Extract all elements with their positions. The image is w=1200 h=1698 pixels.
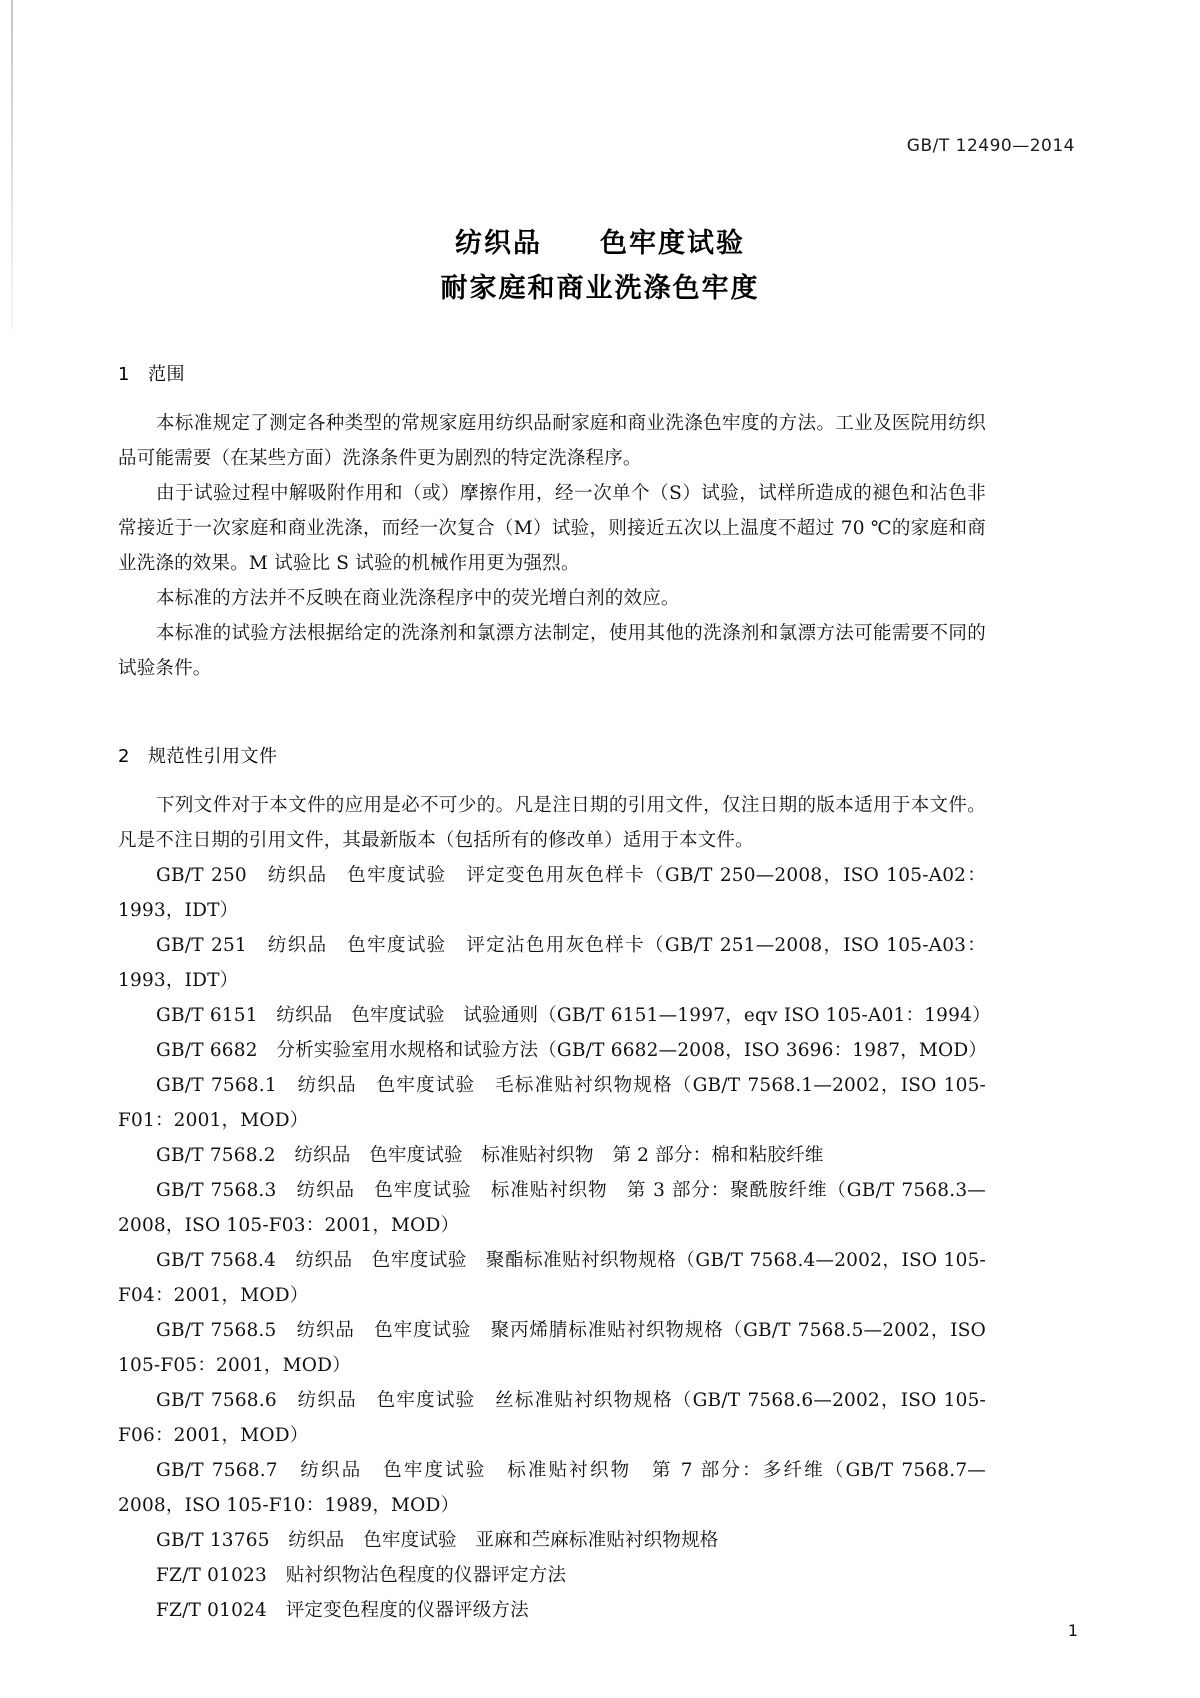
section-title-1: 范围	[148, 364, 185, 385]
section-2-paragraph-1: 下列文件对于本文件的应用是必不可少的。凡是注日期的引用文件，仅注日期的版本适用于本文件。凡是不注日期的引用文件，其最新版本（包括所有的修改单）适用于本文件。	[118, 795, 986, 851]
reference-item: GB/T 7568.7 纺织品 色牢度试验 标准贴衬织物 第 7 部分：多纤维（GB/T 7568.7—2008，ISO 105-F10：1989，MOD）	[118, 1460, 986, 1516]
reference-item: GB/T 7568.4 纺织品 色牢度试验 聚酯标准贴衬织物规格（GB/T 7568.4—2002，ISO 105-F04：2001，MOD）	[118, 1250, 986, 1306]
section-number-2: 2	[118, 746, 130, 767]
reference-item: GB/T 6682 分析实验室用水规格和试验方法（GB/T 6682—2008，ISO 3696：1987，MOD）	[156, 1040, 988, 1061]
reference-item: GB/T 7568.3 纺织品 色牢度试验 标准贴衬织物 第 3 部分：聚酰胺纤维（GB/T 7568.3—2008，ISO 105-F03：2001，MOD）	[118, 1180, 986, 1236]
title-line-2: 耐家庭和商业洗涤色牢度	[440, 272, 760, 304]
section-1-paragraph-1: 本标准规定了测定各种类型的常规家庭用纺织品耐家庭和商业洗涤色牢度的方法。工业及医院用纺织品可能需要（在某些方面）洗涤条件更为剧烈的特定洗涤程序。	[118, 413, 986, 469]
standard-code-header: GB/T 12490—2014	[906, 136, 1075, 156]
section-number-1: 1	[118, 364, 130, 385]
reference-item: GB/T 7568.6 纺织品 色牢度试验 丝标准贴衬织物规格（GB/T 7568.6—2002，ISO 105-F06：2001，MOD）	[118, 1390, 986, 1446]
reference-item: FZ/T 01023 贴衬织物沾色程度的仪器评定方法	[156, 1565, 567, 1586]
section-heading-1	[118, 360, 986, 386]
section-1-paragraph-4: 本标准的试验方法根据给定的洗涤剂和氯漂方法制定，使用其他的洗涤剂和氯漂方法可能需要不同的试验条件。	[118, 623, 986, 679]
page-number: 1	[1067, 1621, 1078, 1640]
reference-item: GB/T 6151 纺织品 色牢度试验 试验通则（GB/T 6151—1997，eqv ISO 105-A01：1994）	[156, 1005, 991, 1026]
reference-item: GB/T 7568.2 纺织品 色牢度试验 标准贴衬织物 第 2 部分：棉和粘胶纤维	[156, 1145, 824, 1166]
reference-item: GB/T 250 纺织品 色牢度试验 评定变色用灰色样卡（GB/T 250—2008，ISO 105-A02：1993，IDT）	[118, 865, 986, 921]
document-body	[118, 360, 991, 1628]
reference-item: GB/T 7568.1 纺织品 色牢度试验 毛标准贴衬织物规格（GB/T 7568.1—2002，ISO 105-F01：2001，MOD）	[118, 1075, 986, 1131]
normative-references-list	[118, 858, 991, 1628]
section-1-paragraph-3: 本标准的方法并不反映在商业洗涤程序中的荧光增白剂的效应。	[156, 588, 680, 609]
reference-item: GB/T 13765 纺织品 色牢度试验 亚麻和苎麻标准贴衬织物规格	[156, 1530, 719, 1551]
document-title	[0, 222, 1200, 311]
section-title-2: 规范性引用文件	[148, 746, 278, 767]
reference-item: FZ/T 01024 评定变色程度的仪器评级方法	[156, 1600, 529, 1621]
reference-item: GB/T 7568.5 纺织品 色牢度试验 聚丙烯腈标准贴衬织物规格（GB/T 7568.5—2002，ISO 105-F05：2001，MOD）	[118, 1320, 986, 1376]
section-spacer	[118, 712, 986, 742]
reference-item: GB/T 251 纺织品 色牢度试验 评定沾色用灰色样卡（GB/T 251—2008，ISO 105-A03：1993，IDT）	[118, 935, 986, 991]
title-line-1: 纺织品 色牢度试验	[455, 228, 745, 259]
section-1-paragraph-2: 由于试验过程中解吸附作用和（或）摩擦作用，经一次单个（S）试验，试样所造成的褪色和沾色非常接近于一次家庭和商业洗涤，而经一次复合（M）试验，则接近五次以上温度不超过 70 ℃的家庭和商业洗涤的效果。M 试验比 S 试验的机械作用更为强烈。	[118, 483, 986, 574]
section-heading-2	[118, 742, 986, 768]
